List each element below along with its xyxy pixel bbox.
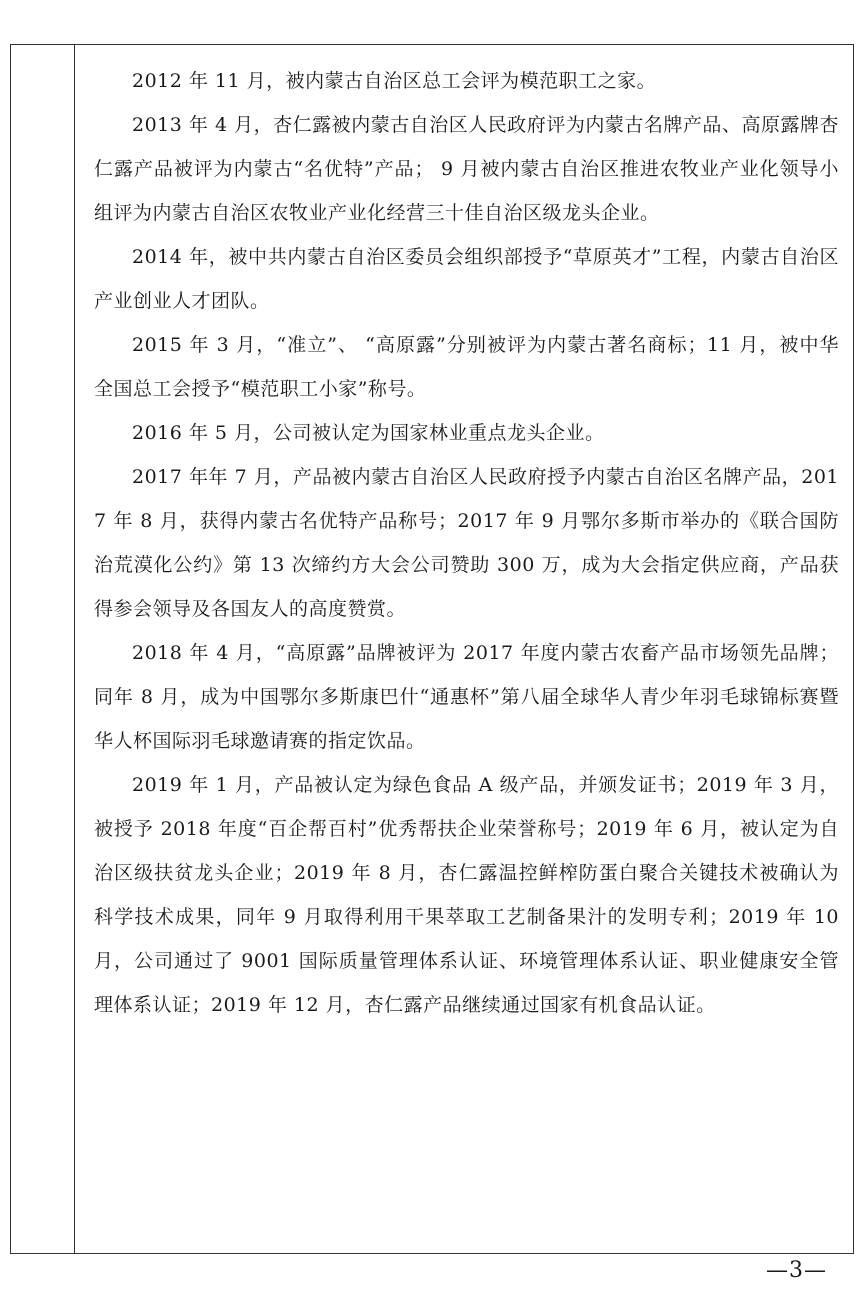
- paragraph-2013: 2013 年 4 月，杏仁露被内蒙古自治区人民政府评为内蒙古名牌产品、高原露牌杏仁露产品被评为内蒙古“名优特”产品； 9 月被内蒙古自治区推进农牧业产业化领导小组评为内蒙古自治区农牧业产业化经营三十佳自治区级龙头企业。: [94, 114, 839, 224]
- paragraph-2015: 2015 年 3 月，“准立”、 “高原露”分别被评为内蒙古著名商标；11 月，被中华全国总工会授予“模范职工小家”称号。: [94, 334, 839, 400]
- page-number: —3—: [766, 1258, 827, 1283]
- paragraph-2016: 2016 年 5 月，公司被认定为国家林业重点龙头企业。: [132, 422, 605, 444]
- paragraph-2012: 2012 年 11 月，被内蒙古自治区总工会评为模范职工之家。: [132, 70, 657, 92]
- paragraph-2019: 2019 年 1 月，产品被认定为绿色食品 A 级产品，并颁发证书；2019 年 3 月，被授予 2018 年度“百企帮百村”优秀帮扶企业荣誉称号；2019 年 6 月，被认定为自治区级扶贫龙头企业；2019 年 8 月，杏仁露温控鲜榨防蛋白聚合关键技术被确认为科学技术成果，同年 9 月取得利用干果萃取工艺制备果汁的发明专利；2019 年 10 月，公司通过了 9001 国际质量管理体系认证、环境管理体系认证、职业健康安全管理体系认证；2019 年 12 月，杏仁露产品继续通过国家有机食品认证。: [94, 774, 839, 1016]
- paragraph-2017: 2017 年年 7 月，产品被内蒙古自治区人民政府授予内蒙古自治区名牌产品，2017 年 8 月，获得内蒙古名优特产品称号；2017 年 9 月鄂尔多斯市举办的《联合国防治荒漠化公约》第 13 次缔约方大会公司赞助 300 万，成为大会指定供应商，产品获得参会领导及各国友人的高度赞赏。: [94, 466, 839, 620]
- paragraph-2014: 2014 年，被中共内蒙古自治区委员会组织部授予“草原英才”工程，内蒙古自治区产业创业人才团队。: [94, 246, 839, 312]
- table-content-cell: [88, 45, 853, 1253]
- paragraph-2018: 2018 年 4 月，“高原露”品牌被评为 2017 年度内蒙古农畜产品市场领先品牌；同年 8 月，成为中国鄂尔多斯康巴什“通惠杯”第八届全球华人青少年羽毛球锦标赛暨华人杯国际羽毛球邀请赛的指定饮品。: [94, 642, 839, 752]
- document-table: [10, 44, 854, 1254]
- table-left-column: [11, 45, 75, 1253]
